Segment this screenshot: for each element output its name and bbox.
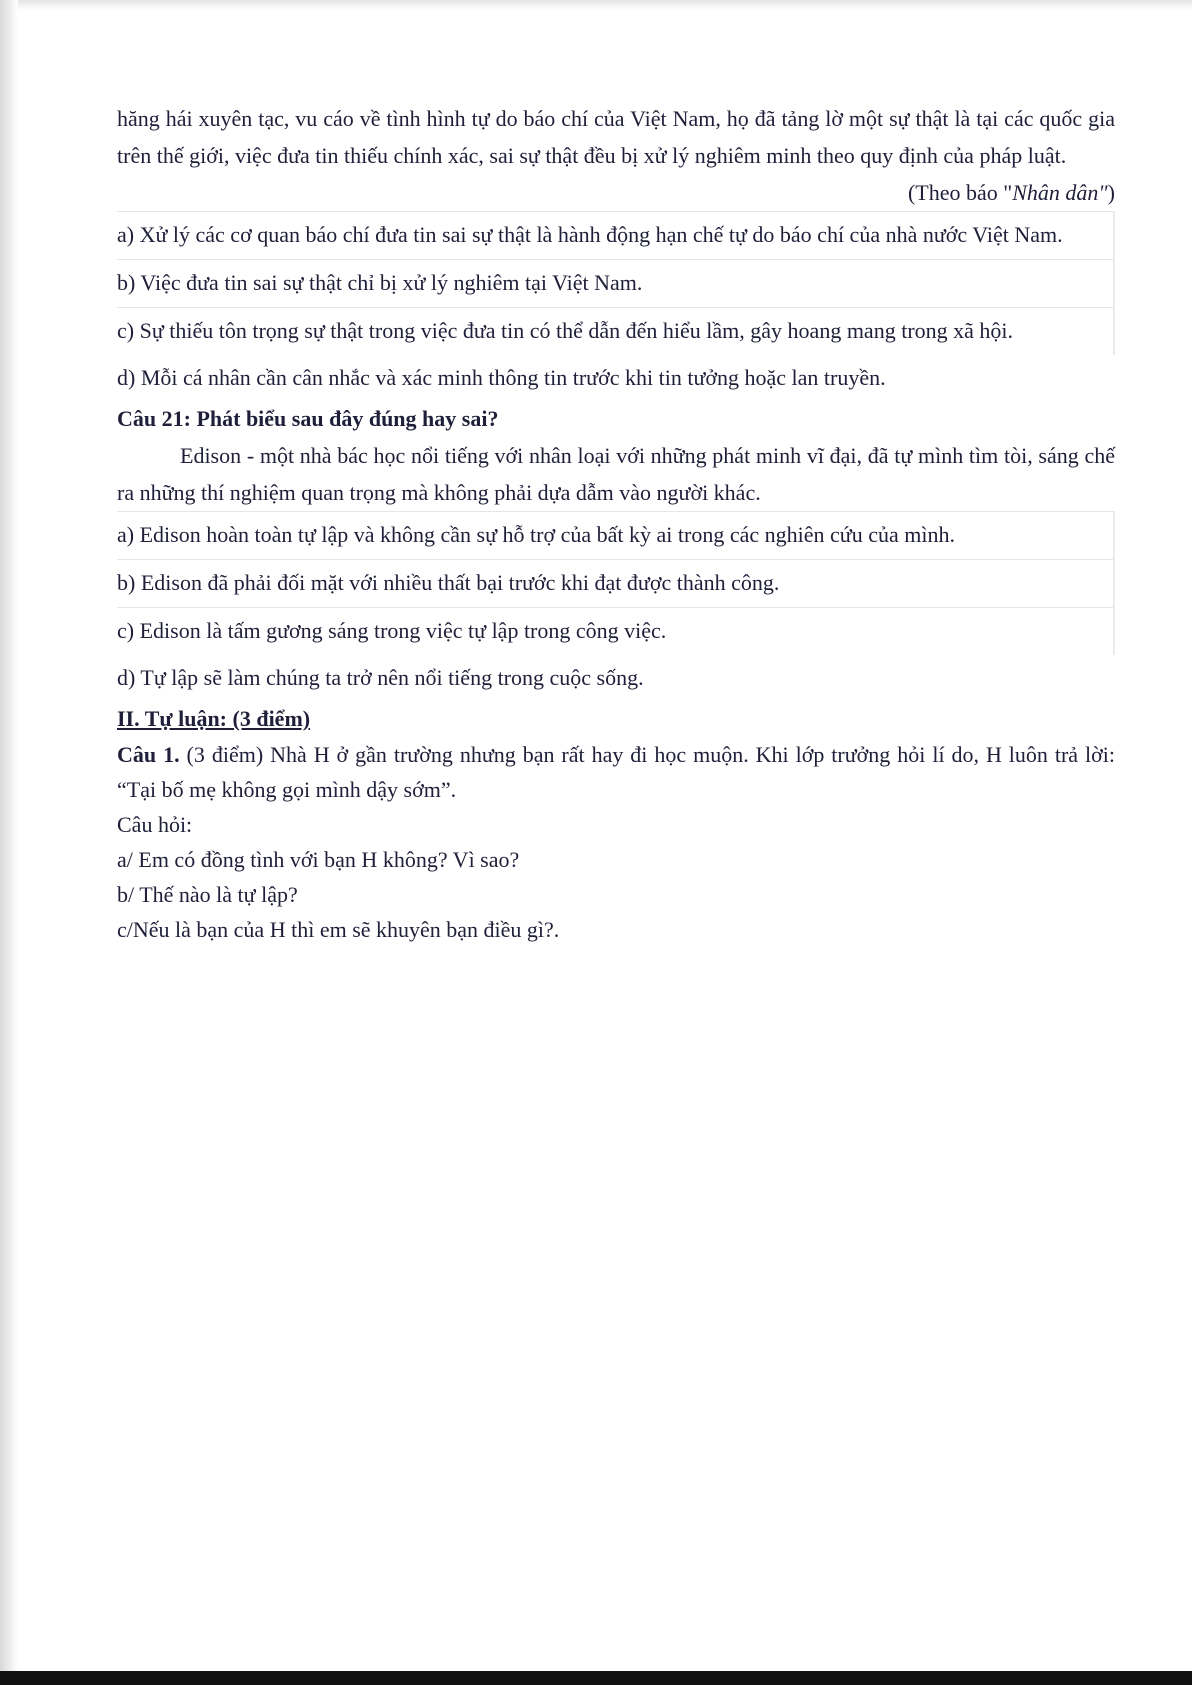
essay-question-1 — [117, 737, 1115, 807]
q21-option-a: a) Edison hoàn toàn tự lập và không cần sự hỗ trợ của bất kỳ ai trong các nghiên cứu của mình. — [117, 511, 1115, 559]
q21-option-b: b) Edison đã phải đối mặt với nhiều thất bại trước khi đạt được thành công. — [117, 559, 1115, 607]
q20-options — [117, 211, 1115, 400]
source-newspaper: Nhân dân" — [1012, 180, 1108, 205]
sub-question-b: b/ Thế nào là tự lập? — [117, 882, 298, 907]
part2-heading: II. Tự luận: (3 điểm) — [117, 706, 311, 731]
q21-options — [117, 511, 1115, 700]
q20-option-d: d) Mỗi cá nhân cần cân nhắc và xác minh thông tin trước khi tin tưởng hoặc lan truyền. — [117, 365, 886, 390]
q21-option-c: c) Edison là tấm gương sáng trong việc tự lập trong công việc. — [117, 607, 1115, 655]
questions-label: Câu hỏi: — [117, 812, 193, 837]
sub-question-c: c/Nếu là bạn của H thì em sẽ khuyên bạn điều gì?. — [117, 917, 560, 942]
essay-question-1-text: (3 điểm) Nhà H ở gần trường nhưng bạn rất hay đi học muộn. Khi lớp trưởng hỏi lí do, H luôn trả lời: “Tại bố mẹ không gọi mình dậy sớm”. — [117, 742, 1116, 802]
scan-edge-bottom — [0, 1671, 1192, 1685]
q20-option-c: c) Sự thiếu tôn trọng sự thật trong việc đưa tin có thể dẫn đến hiểu lầm, gây hoang mang trong xã hội. — [117, 307, 1115, 355]
source-suffix: ) — [1107, 180, 1115, 205]
q21-option-d: d) Tự lập sẽ làm chúng ta trở nên nổi tiếng trong cuộc sống. — [117, 665, 644, 690]
scan-shadow-left — [0, 0, 18, 1685]
source-prefix: (Theo báo " — [907, 180, 1013, 205]
q20-option-a: a) Xử lý các cơ quan báo chí đưa tin sai sự thật là hành động hạn chế tự do báo chí của nhà nước Việt Nam. — [117, 211, 1115, 259]
exam-page — [117, 100, 1115, 947]
q20-option-b: b) Việc đưa tin sai sự thật chỉ bị xử lý nghiêm tại Việt Nam. — [117, 259, 1115, 307]
scan-shadow-top — [0, 0, 1192, 10]
sub-question-a: a/ Em có đồng tình với bạn H không? Vì sao? — [117, 847, 520, 872]
essay-question-1-label: Câu 1. — [117, 742, 180, 767]
q21-statement: Edison - một nhà bác học nổi tiếng với nhân loại với những phát minh vĩ đại, đã tự mình tìm tòi, sáng chế ra những thí nghiệm quan trọng mà không phải dựa dẫm vào người khác. — [117, 443, 1115, 505]
passage-text: hăng hái xuyên tạc, vu cáo về tình hình tự do báo chí của Việt Nam, họ đã tảng lờ một sự thật là tại các quốc gia trên thế giới, việc đưa tin thiếu chính xác, sai sự thật đều bị xử lý nghiêm minh theo quy định của pháp luật. — [117, 106, 1115, 168]
q21-heading: Câu 21: Phát biểu sau đây đúng hay sai? — [117, 406, 499, 431]
passage-source — [117, 174, 1115, 211]
